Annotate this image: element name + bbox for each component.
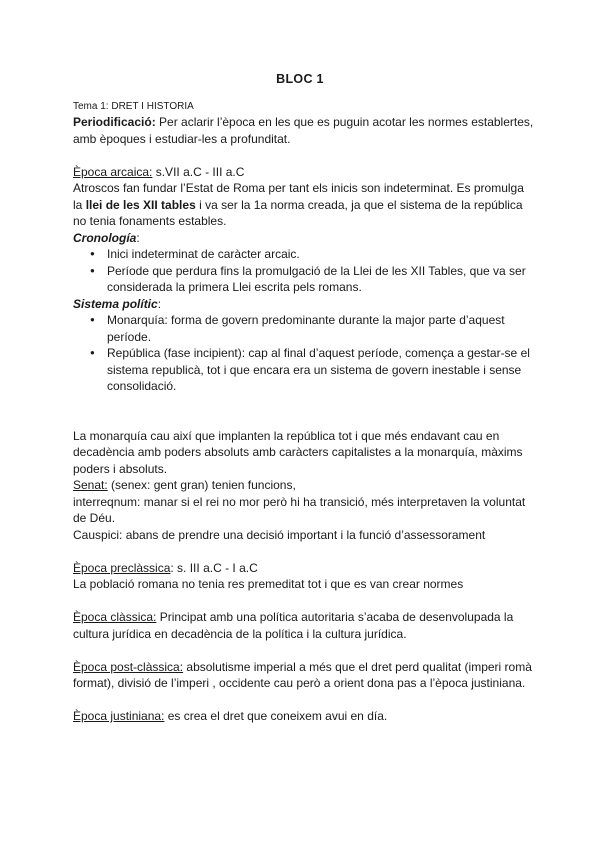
document-title: BLOC 1 <box>276 72 324 86</box>
classica-paragraph <box>73 609 535 642</box>
list-item: ● Període que perdura fins la promulgació de la Llei de les XII Tables, que va ser considerada la primera Llei escrita pels romans. <box>107 263 535 296</box>
postclassica-paragraph <box>73 659 535 692</box>
preclassica-dates: : s. III a.C - I a.C <box>170 560 258 575</box>
monarquia-paragraph: La monarquía cau així que implanten la república tot i que més endavant cau en decadència amb poders absoluts amb caràcters capitalistes a la monarquía, màxims poders i absoluts. <box>73 428 523 476</box>
list-item: ● Monarquía: forma de govern predominante durante la major parte d’aquest període. <box>107 312 535 345</box>
interregnum-paragraph: interreqnum: manar si el rei no mor però hi ha transició, més interpretaven la voluntat de Déu. <box>73 494 526 525</box>
arcaica-heading: Època arcaica: <box>73 164 153 179</box>
tema-heading: Tema 1: DRET I HISTORIA <box>73 101 194 112</box>
arcaica-heading-line <box>73 164 535 181</box>
justiniana-heading: Època justiniana: <box>73 709 165 723</box>
postclassica-heading: Època post-clàssica: <box>73 659 184 674</box>
justiniana-paragraph <box>73 708 535 725</box>
arcaica-text-b: i va ser la 1a norma creada, ja que el sistema de la república no tenia fonaments estables. <box>73 197 523 228</box>
justiniana-text: es crea el dret que coneixem avui en día. <box>164 709 388 723</box>
cronologia-list <box>73 246 535 296</box>
senat-label: Senat: <box>73 478 108 492</box>
causpici-paragraph: Causpici: abans de prendre una decisió important i la funció d’assessorament <box>73 527 486 542</box>
periodificacio-text: Per aclarir l’època en les que es puguin acotar les normes establertes, amb èpoques i estudiar-les a profunditat. <box>73 115 534 146</box>
preclassica-heading-line <box>73 560 535 577</box>
sistema-heading: Sistema polític: <box>73 296 162 311</box>
cronologia-label: Cronología <box>73 230 137 245</box>
periodificacio-label: Periodificació: <box>73 115 156 129</box>
preclassica-heading: Època preclàssica <box>73 560 171 575</box>
list-item: ● Inici indeterminat de caràcter arcaic. <box>107 246 535 263</box>
list-item: ● República (fase incipient): cap al final d’aquest període, comença a gestar-se el sistema republicà, tot i que encara era un sistema de govern inestable i sense consolidació. <box>107 345 535 395</box>
classica-text: Principat amb una política autoritaria s’acaba de desenvolupada la cultura jurídica en decadència de la política i la cultura jurídica. <box>73 610 514 641</box>
preclassica-paragraph: La població romana no tenia res premeditat tot i que es van crear normes <box>73 577 464 591</box>
cronologia-heading: Cronología: <box>73 230 140 245</box>
postclassica-text: absolutisme imperial a més que el dret perd qualitat (imperi romà format), divisió de l’imperi , occidente cau però a orient dona pas a l’època justiniana. <box>73 659 532 690</box>
sistema-label: Sistema polític <box>73 296 158 311</box>
classica-heading: Època clàssica: <box>73 610 157 624</box>
arcaica-dates: s.VII a.C - III a.C <box>152 164 245 179</box>
periodificacio-paragraph <box>73 114 535 147</box>
llei-xii-tables: llei de les XII tables <box>85 197 196 212</box>
senat-line <box>73 477 535 494</box>
senat-text: (senex: gent gran) tenien funcions, <box>107 478 296 492</box>
arcaica-paragraph <box>73 180 535 230</box>
sistema-list <box>73 312 535 395</box>
arcaica-text-a: Atroscos fan fundar l’Estat de Roma per tant els inicis son indeterminat. Es promulga la <box>73 181 524 212</box>
document-body <box>73 100 535 725</box>
